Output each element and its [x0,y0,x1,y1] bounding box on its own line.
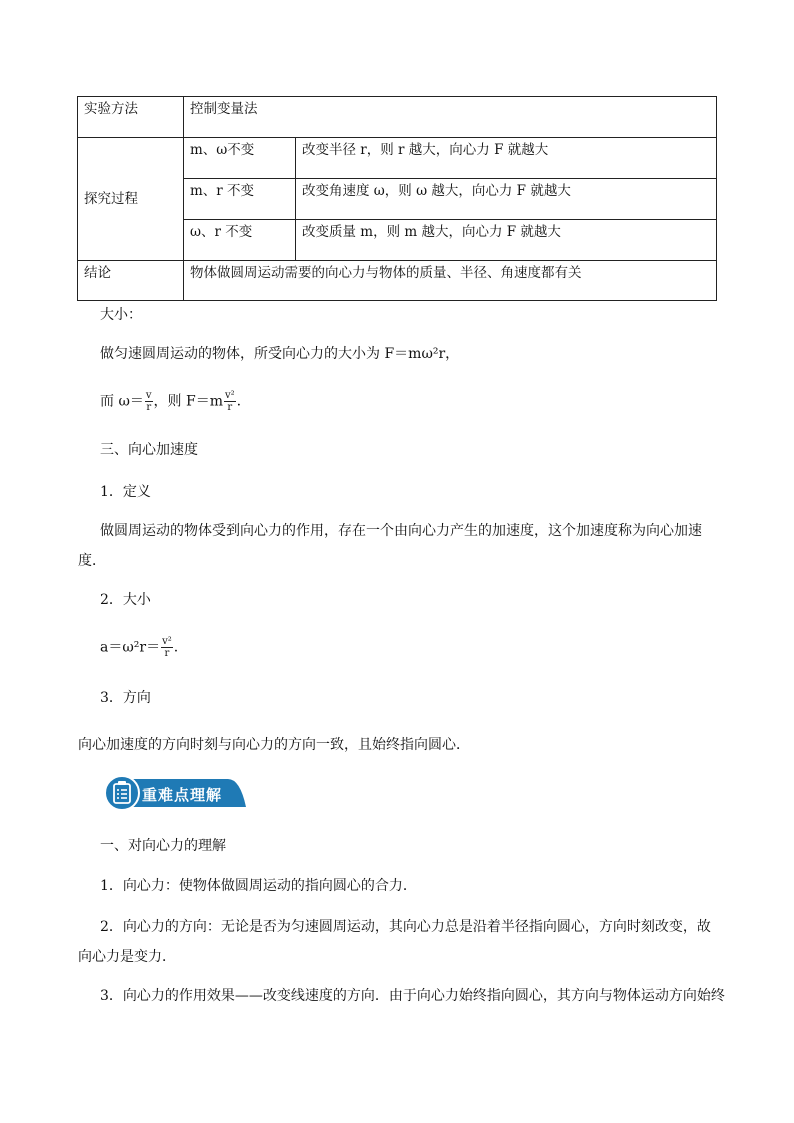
acceleration-formula [100,636,178,659]
result-1: 改变半径 r，则 r 越大，向心力 F 就越大 [296,138,717,179]
formula-middle: ，则 F＝m [153,393,223,410]
item-3: 3．向心力的作用效果——改变线速度的方向．由于向心力始终指向圆心，其方向与物体运动方向始终 [100,988,725,1004]
direction-heading: 3．方向 [100,690,151,706]
fraction-numerator: v [145,390,152,401]
definition-text: 做圆周运动的物体受到向心力的作用，存在一个由向心力产生的加速度，这个加速度称为向心加速度． [78,523,702,569]
item-1: 1．向心力：使物体做圆周运动的指向圆心的合力． [100,878,417,894]
badge-label: 重难点理解 [142,786,223,804]
definition-heading: 1．定义 [100,484,151,500]
process-label: 探究过程 [78,138,184,261]
fraction-denominator: r [227,402,233,413]
fraction-denominator: r [164,648,170,659]
understanding-title: 一、对向心力的理解 [100,838,226,854]
fraction-v2-over-r [161,636,173,659]
formula-suffix: . [236,393,242,410]
experiment-table [77,96,717,301]
method-label: 实验方法 [78,97,184,138]
item-2: 2．向心力的方向：无论是否为匀速圆周运动，其向心力总是沿着半径指向圆心，方向时刻改变，故向心力是变力． [78,919,711,965]
formula-prefix: 而 ω＝ [100,393,144,410]
method-value: 控制变量法 [184,97,717,138]
formula-suffix: . [173,639,179,656]
formula-prefix: a＝ω²r＝ [100,639,161,656]
fraction-numerator: v² [162,636,172,647]
condition-1: m、ω不变 [184,138,296,179]
fraction-v2-over-r [224,390,236,413]
magnitude-heading: 2．大小 [100,592,151,608]
force-formula [100,390,241,413]
condition-2: m、r 不变 [184,179,296,220]
result-3: 改变质量 m，则 m 越大，向心力 F 就越大 [296,220,717,261]
conclusion-label: 结论 [78,261,184,301]
fraction-v-over-r [145,390,153,413]
condition-3: ω、r 不变 [184,220,296,261]
conclusion-value: 物体做圆周运动需要的向心力与物体的质量、半径、角速度都有关 [184,261,717,301]
fraction-numerator: v² [224,390,235,401]
fraction-denominator: r [146,402,152,413]
result-2: 改变角速度 ω，则 ω 越大，向心力 F 就越大 [296,179,717,220]
section-3-title: 三、向心加速度 [100,442,198,458]
size-heading: 大小： [100,307,142,323]
size-sentence: 做匀速圆周运动的物体，所受向心力的大小为 F＝mω²r， [100,346,460,362]
direction-text: 向心加速度的方向时刻与向心力的方向一致，且始终指向圆心． [78,737,470,753]
